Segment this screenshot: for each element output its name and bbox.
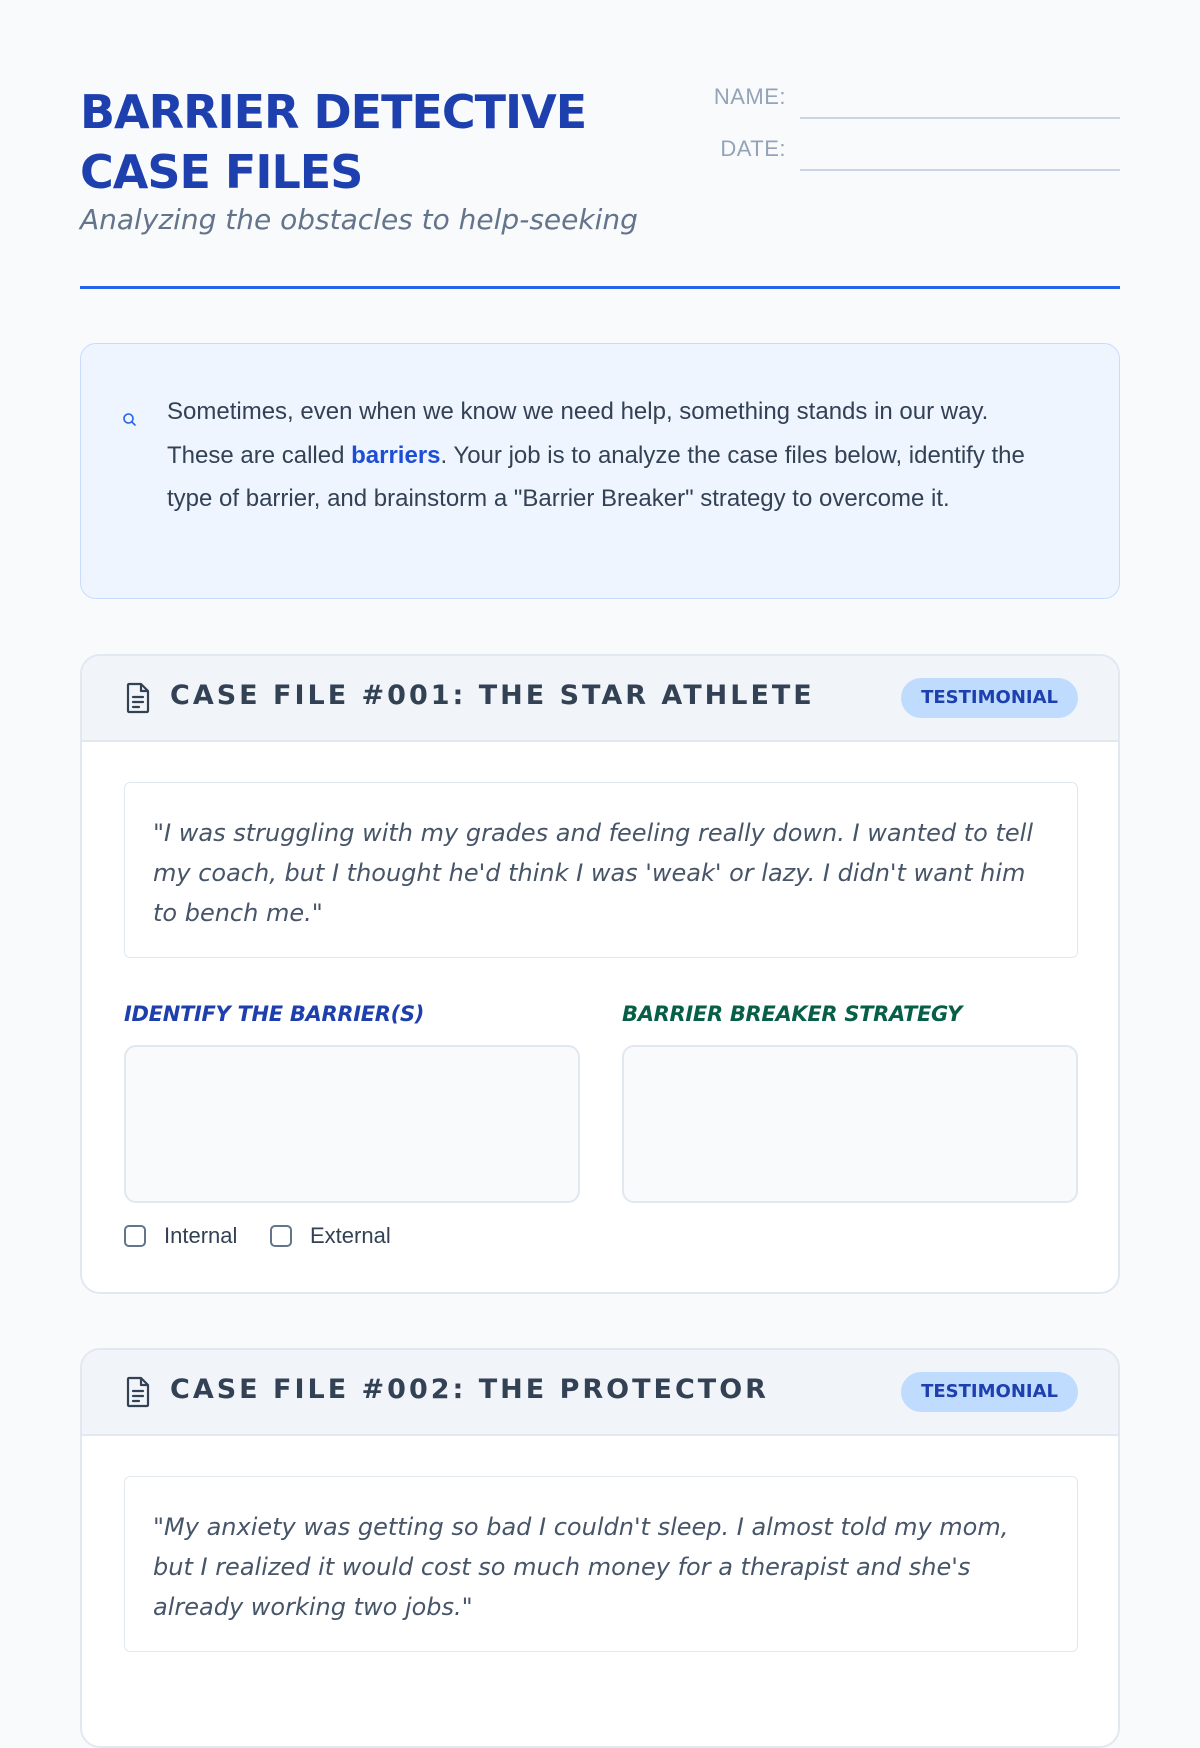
case-card — [80, 1348, 1120, 1748]
name-label: NAME: — [713, 84, 786, 109]
page-subtitle: Analyzing the obstacles to help-seeking — [80, 203, 638, 236]
header-divider — [80, 286, 1120, 289]
internal-checkbox[interactable] — [124, 1225, 146, 1247]
case-card — [80, 654, 1120, 1294]
document-icon — [124, 682, 152, 714]
case-title: CASE FILE #001: THE STAR ATHLETE — [170, 680, 815, 711]
strategy-label: BARRIER BREAKER STRATEGY — [622, 1002, 963, 1026]
testimonial-quote: "I was struggling with my grades and feeling really down. I wanted to tell my coach, but I thought he'd think I was 'weak' or lazy. I didn't want him to bench me." — [124, 782, 1078, 958]
intro-text-end: . Your job is to analyze the case files below, identify the type of barrier, and brainstorm a "Barrier Breaker" strategy to overcome it. — [167, 441, 1025, 512]
external-checkbox[interactable] — [270, 1225, 292, 1247]
intro-keyword: barriers — [351, 441, 441, 469]
testimonial-quote: "My anxiety was getting so bad I couldn't sleep. I almost told my mom, but I realized it would cost so much money for a therapist and she's already working two jobs." — [124, 1476, 1078, 1652]
testimonial-badge: TESTIMONIAL — [901, 1372, 1078, 1412]
date-field[interactable] — [700, 134, 1120, 174]
case-title: CASE FILE #002: THE PROTECTOR — [170, 1374, 769, 1405]
intro-text-start: Sometimes, even when we know we need help, something stands in our way. These are called — [167, 398, 989, 469]
date-input-line[interactable] — [800, 169, 1120, 171]
intro-text — [167, 390, 1057, 521]
page-title: BARRIER DETECTIVE CASE FILES — [80, 85, 587, 199]
document-icon — [124, 1376, 152, 1408]
internal-label: Internal — [164, 1223, 238, 1248]
intro-callout — [80, 343, 1120, 599]
name-field[interactable] — [700, 82, 1120, 122]
external-label: External — [310, 1223, 391, 1248]
identify-barrier-label: IDENTIFY THE BARRIER(S) — [124, 1002, 425, 1026]
testimonial-badge: TESTIMONIAL — [901, 678, 1078, 718]
worksheet-header — [80, 82, 1120, 292]
date-label: DATE: — [720, 136, 786, 161]
barrier-answer-box[interactable] — [124, 1045, 580, 1203]
strategy-answer-box[interactable] — [622, 1045, 1078, 1203]
search-icon — [121, 411, 139, 429]
case-header — [82, 1350, 1118, 1436]
case-header — [82, 656, 1118, 742]
name-input-line[interactable] — [800, 117, 1120, 119]
